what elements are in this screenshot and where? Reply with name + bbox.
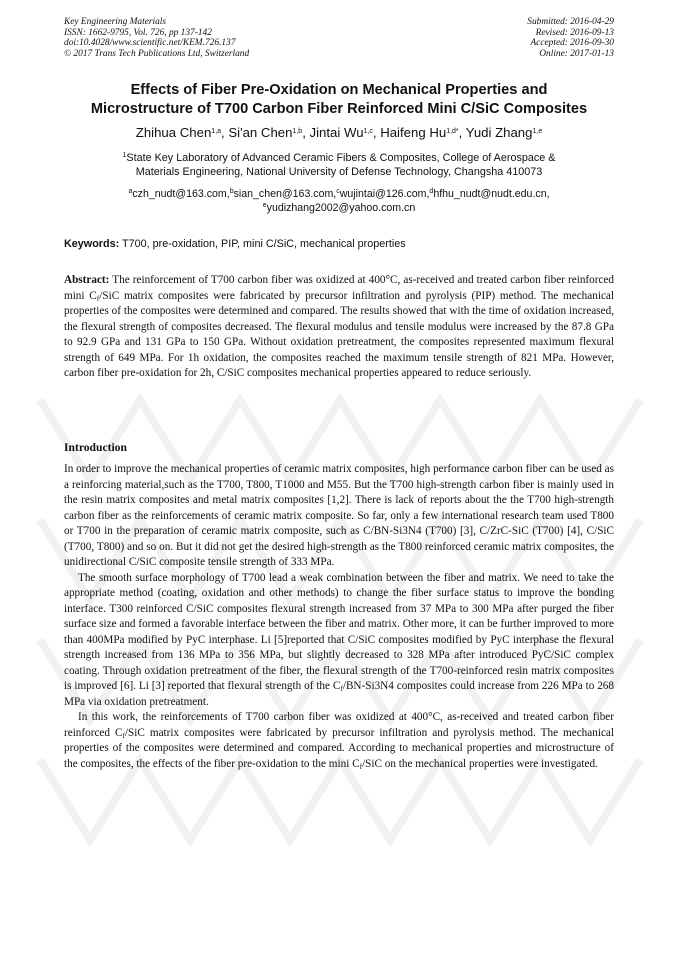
paragraph-text: /BN-Si3N4 composites could increase from 226 MPa to 268 MPa via oxidation pretreatment. [64, 680, 614, 708]
abstract-text: The reinforcement of T700 carbon fiber was oxidized at 400°C, as-received and treated carbon fiber reinforced mini C [64, 274, 614, 302]
affiliation [70, 151, 608, 179]
email-d[interactable]: hfhu_nudt@nudt.edu.cn, [433, 188, 550, 200]
author-name: Haifeng Hu [380, 125, 447, 140]
author-name: Zhihua Chen [135, 125, 212, 140]
email-b[interactable]: sian_chen@163.com, [233, 188, 337, 200]
author-name: Si'an Chen [228, 125, 293, 140]
author-sup: 1,c [363, 128, 373, 135]
title-line-2: Microstructure of T700 Carbon Fiber Reinforced Mini C/SiC Composites [90, 101, 588, 117]
affiliation-line-1: State Key Laboratory of Advanced Ceramic Fibers & Composites, College of Aerospace & [126, 152, 556, 164]
issn: ISSN: 1662-9795, Vol. 726, pp 137-142 [64, 27, 212, 38]
paragraph-text: /SiC on the mechanical properties were investigated. [362, 757, 598, 770]
author-sup: 1,b [292, 128, 303, 135]
introduction-heading: Introduction [64, 441, 127, 454]
online-date: Online: 2017-01-13 [539, 48, 614, 59]
author-emails: $^a$czh_nudt@163.com,$^b$sian_chen@163.com,$^c$wujintai@126.com,$^d$hfhu_nudt@nudt.edu.cn, $^e$yudizhang2002@yahoo.com.cn [128, 188, 550, 214]
paragraph [64, 710, 614, 772]
title-line-1: Effects of Fiber Pre-Oxidation on Mechanical Properties and [130, 82, 548, 98]
subscript: f [96, 293, 100, 303]
affiliation-line-2: Materials Engineering, National University of Defense Technology, Changsha 410073 [135, 166, 543, 178]
author-name: Jintai Wu [309, 125, 364, 140]
author-sup: 1,d* [446, 128, 459, 135]
author-name: Yudi Zhang [465, 125, 533, 140]
journal-name: Key Engineering Materials [64, 17, 167, 27]
revised-date: Revised: 2016-09-13 [535, 27, 614, 38]
accepted-date: Accepted: 2016-09-30 [530, 38, 614, 49]
paragraph-text: /SiC matrix composites were fabricated by precursor infiltration and pyrolysis method. The mechanical properties of the composites were determined and compared. According to mechanical properties and microstructure of the composites, the effects of the fiber pre-oxidation to the mini C [64, 726, 614, 770]
journal-info [64, 17, 249, 59]
paragraph-text: In this work, the reinforcements of T700 carbon fiber was oxidized at 400°C, as-received and treated carbon fiber reinforced C [64, 711, 614, 739]
abstract [64, 273, 614, 382]
paragraph: In order to improve the mechanical properties of ceramic matrix composites, high performance carbon fiber can be used as a reinforcing material,such as the T700, T800, T1000 and M55. But the T700 high-strength carbon fiber is mainly used in the resin matrix composites and metal matrix composites [1,2]. There is lack of reports about the the T700 high-strength carbon fiber as the reinforcements of ceramic matrix composite. So far, only a few international research team used T800 or T700 in the preparation of ceramic matrix composite, such as C/BN-Si3N4 (T700) [3], C/ZrC-SiC (T700) [4], C/SiC (T700, T800) and so on. But it did not get the desired high-strength as the T800 reinforced ceramic matrix composites, the unidirectional C/SiC composite tensile strength of 333 MPa. [64, 463, 614, 568]
abstract-text: /SiC matrix composites were fabricated by precursor infiltration and pyrolysis (PIP) method. The mechanical properties of the composites were determined and compared. The results showed that with the time of oxidation increased, the flexural strength of composites decreased. The flexural modulus and tensile modulus were increased by the 87.8 GPa to 92.9 GPa and 131 GPa to 150 GPa. Without oxidation pretreatment, the composites represented maximum flexural strength of 649 MPa. For 1h oxidation, the composites reached the maximum tensile strength of 821 MPa. However, carbon fiber pre-oxidation for 2h, C/SiC composites mechanical properties appeared to reduce seriously. [64, 289, 614, 379]
subscript: f [340, 684, 343, 693]
paragraph-text: The smooth surface morphology of T700 lead a weak combination between the fiber and matrix. We need to take the appropriate method (coating, oxidation and other methods) to change the fiber surface status to improve the bonding interface. T300 reinforced C/SiC composites flexural strength increased from 37 MPa to 300 MPa after purged the fiber surface size and formed a favorable interface between the fiber and matrix. Other more, it can be further improved to more than 400MPa modified by PyC interphase. Li [5]reported that C/SiC composites modified by PyC interphase the flexural strength increased from 136 MPa to 356 MPa, but slightly decreased to 328 MPa after introduced PyC/SiC complex coating. Through oxidation pretreatment of the fiber, the flexural strength of the T700-reinforced resin matrix composites is improved [6]. Li [3] reported that flexural strength of the C [64, 571, 614, 692]
copyright: © 2017 Trans Tech Publications Ltd, Switzerland [64, 48, 250, 59]
paper-title [40, 81, 638, 119]
email-e[interactable]: yudizhang2002@yahoo.com.cn [266, 202, 416, 214]
subscript: f [122, 730, 125, 740]
keywords-text: T700, pre-oxidation, PIP, mini C/SiC, mechanical properties [122, 238, 406, 250]
submitted-date: Submitted: 2016-04-29 [527, 17, 614, 27]
publication-dates [527, 17, 614, 59]
keywords [64, 237, 624, 251]
keywords-label: Keywords: [64, 238, 120, 250]
subscript: f [359, 761, 363, 771]
introduction-body [64, 462, 614, 772]
abstract-label: Abstract: [64, 274, 110, 286]
paragraph [64, 571, 614, 711]
author-list: Zhihua Chen$^{1,a}$, Si'an Chen$^{1,b}$, Jintai Wu$^{1,c}$, Haifeng $Hu^{1,d*}$, Yudi Zhang$^{1,e}$ [135, 125, 543, 140]
affiliation-sup: 1 [122, 152, 127, 159]
author-sup: 1,e [532, 128, 543, 135]
doi: doi:10.4028/www.scientific.net/KEM.726.137 [64, 38, 236, 49]
email-c[interactable]: wujintai@126.com, [339, 188, 430, 200]
email-a[interactable]: czh_nudt@163.com, [132, 188, 230, 200]
author-sup: 1,a [211, 128, 222, 135]
